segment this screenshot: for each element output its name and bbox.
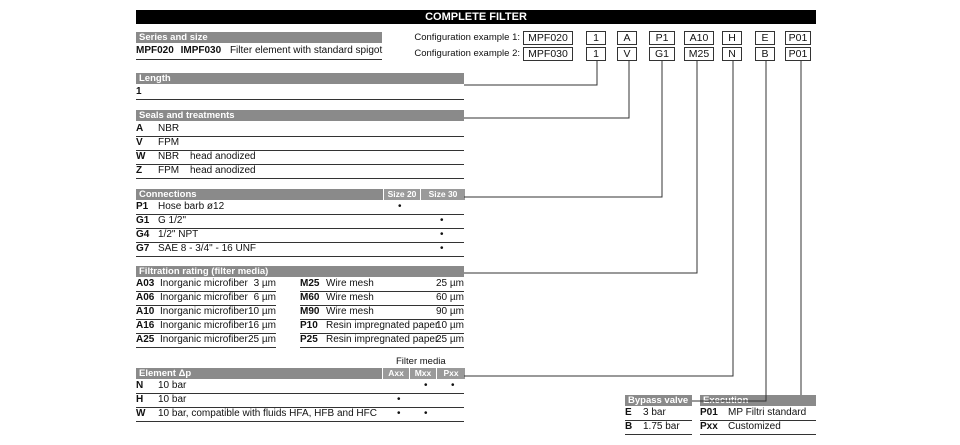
seals-heading: Seals and treatments bbox=[136, 110, 464, 121]
seal-note: head anodized bbox=[190, 151, 256, 162]
execution-heading: Execution bbox=[700, 395, 816, 406]
col-mxx: Mxx bbox=[409, 368, 436, 379]
bypass-label: 1.75 bar bbox=[643, 421, 680, 432]
filtration-code: A25 bbox=[136, 334, 155, 345]
length-value: 1 bbox=[136, 86, 142, 97]
filtration-code: A10 bbox=[136, 306, 155, 317]
filtration-code: M90 bbox=[300, 306, 320, 317]
filtration-heading: Filtration rating (filter media) bbox=[136, 266, 464, 277]
filtration-label: Resin impregnated paper bbox=[326, 334, 439, 345]
filtration-label: Wire mesh bbox=[326, 278, 374, 289]
execution-label: Customized bbox=[728, 421, 781, 432]
filtration-label: Inorganic microfiber bbox=[160, 306, 248, 317]
config-box: A bbox=[617, 31, 637, 45]
filtration-code: A16 bbox=[136, 320, 155, 331]
config-box: P1 bbox=[649, 31, 675, 45]
seal-material: NBR bbox=[158, 151, 180, 162]
seal-material: NBR bbox=[158, 123, 180, 134]
config-box: G1 bbox=[649, 47, 675, 61]
series-description: Filter element with standard spigot bbox=[229, 45, 383, 56]
axx-dot: • bbox=[397, 394, 401, 405]
filtration-label: Wire mesh bbox=[326, 292, 374, 303]
connector-connections bbox=[464, 61, 662, 197]
size20-dot: • bbox=[398, 201, 402, 212]
size30-dot: • bbox=[440, 215, 444, 226]
seal-material: FPM bbox=[158, 165, 180, 176]
filtration-rating: 25 µm bbox=[436, 334, 464, 345]
connection-code: G4 bbox=[136, 229, 150, 240]
series-code-2: MPF030 bbox=[183, 45, 222, 56]
element-dp-code: N bbox=[136, 380, 144, 391]
connections-heading: Connections Size 20 Size 30 bbox=[136, 189, 464, 200]
seal-code: Z bbox=[136, 165, 143, 176]
config-box: 1 bbox=[586, 31, 606, 45]
element-dp-label: 10 bar, compatible with fluids HFA, HFB and HFC bbox=[158, 408, 377, 419]
connection-label: SAE 8 - 3/4" - 16 UNF bbox=[158, 243, 257, 254]
size30-header: Size 30 bbox=[420, 189, 465, 200]
connector-length bbox=[464, 61, 597, 85]
col-axx: Axx bbox=[382, 368, 409, 379]
connector-seals bbox=[464, 61, 629, 118]
mxx-dot: • bbox=[424, 380, 428, 391]
page-title: COMPLETE FILTER bbox=[425, 11, 527, 23]
size20-header: Size 20 bbox=[383, 189, 420, 200]
filtration-rating: 25 µm bbox=[436, 278, 464, 289]
element-dp-heading: Element Δp Axx Mxx Pxx bbox=[136, 368, 464, 379]
series-separator: I bbox=[180, 45, 184, 56]
seal-code: V bbox=[136, 137, 143, 148]
bypass-label: 3 bar bbox=[643, 407, 666, 418]
element-dp-code: W bbox=[136, 408, 146, 419]
config-box: P01 bbox=[785, 31, 811, 45]
filtration-rating: 90 µm bbox=[436, 306, 464, 317]
config-box: N bbox=[722, 47, 742, 61]
filtration-rating: 3 µm bbox=[253, 278, 276, 289]
element-dp-code: H bbox=[136, 394, 144, 405]
filtration-label: Inorganic microfiber bbox=[160, 292, 248, 303]
connection-label: 1/2" NPT bbox=[158, 229, 199, 240]
connection-label: Hose barb ø12 bbox=[158, 201, 225, 212]
filtration-label: Resin impregnated paper bbox=[326, 320, 439, 331]
config-box: A10 bbox=[684, 31, 714, 45]
filter-media-label: Filter media bbox=[396, 356, 446, 367]
filtration-code: M25 bbox=[300, 278, 320, 289]
filtration-rating: 6 µm bbox=[253, 292, 276, 303]
size30-dot: • bbox=[440, 229, 444, 240]
config-box: E bbox=[755, 31, 775, 45]
filtration-label: Inorganic microfiber bbox=[160, 320, 248, 331]
config-box: B bbox=[755, 47, 775, 61]
filtration-label: Inorganic microfiber bbox=[160, 278, 248, 289]
bypass-code: E bbox=[625, 407, 632, 418]
bypass-code: B bbox=[625, 421, 633, 432]
filtration-code: P10 bbox=[300, 320, 318, 331]
execution-label: MP Filtri standard bbox=[728, 407, 807, 418]
connection-label: G 1/2" bbox=[158, 215, 187, 226]
seal-note: head anodized bbox=[190, 165, 256, 176]
config-box: MPF030 bbox=[523, 47, 573, 61]
filtration-rating: 60 µm bbox=[436, 292, 464, 303]
filtration-rating: 10 µm bbox=[436, 320, 464, 331]
config-box: V bbox=[617, 47, 637, 61]
execution-code: P01 bbox=[700, 407, 718, 418]
pxx-dot: • bbox=[451, 380, 455, 391]
filtration-code: M60 bbox=[300, 292, 320, 303]
filtration-code: P25 bbox=[300, 334, 318, 345]
mxx-dot: • bbox=[424, 408, 428, 419]
col-pxx: Pxx bbox=[436, 368, 465, 379]
config-ex2-label: Configuration example 2: bbox=[414, 48, 520, 59]
config-box: P01 bbox=[785, 47, 811, 61]
filtration-code: A03 bbox=[136, 278, 155, 289]
filtration-rating: 10 µm bbox=[248, 306, 276, 317]
config-box: M25 bbox=[684, 47, 714, 61]
config-box: MPF020 bbox=[523, 31, 573, 45]
filtration-rating: 16 µm bbox=[248, 320, 276, 331]
connection-code: G7 bbox=[136, 243, 150, 254]
filtration-label: Wire mesh bbox=[326, 306, 374, 317]
filtration-label: Inorganic microfiber bbox=[160, 334, 248, 345]
config-box: 1 bbox=[586, 47, 606, 61]
config-ex1-label: Configuration example 1: bbox=[414, 32, 520, 43]
axx-dot: • bbox=[397, 408, 401, 419]
connector-element-dp bbox=[464, 61, 733, 376]
size30-dot: • bbox=[440, 243, 444, 254]
seal-code: A bbox=[136, 123, 144, 134]
seal-material: FPM bbox=[158, 137, 180, 148]
config-box: H bbox=[722, 31, 742, 45]
connection-code: G1 bbox=[136, 215, 150, 226]
element-dp-label: 10 bar bbox=[158, 394, 187, 405]
filtration-rating: 25 µm bbox=[248, 334, 276, 345]
seal-code: W bbox=[136, 151, 146, 162]
execution-code: Pxx bbox=[700, 421, 718, 432]
bypass-heading: Bypass valve bbox=[625, 395, 692, 406]
element-dp-label: 10 bar bbox=[158, 380, 187, 391]
connection-code: P1 bbox=[136, 201, 149, 212]
connector-bypass bbox=[692, 61, 766, 401]
series-code-1: MPF020 bbox=[136, 45, 174, 56]
filtration-code: A06 bbox=[136, 292, 155, 303]
length-heading: Length bbox=[136, 73, 464, 84]
series-heading: Series and size bbox=[136, 32, 382, 43]
